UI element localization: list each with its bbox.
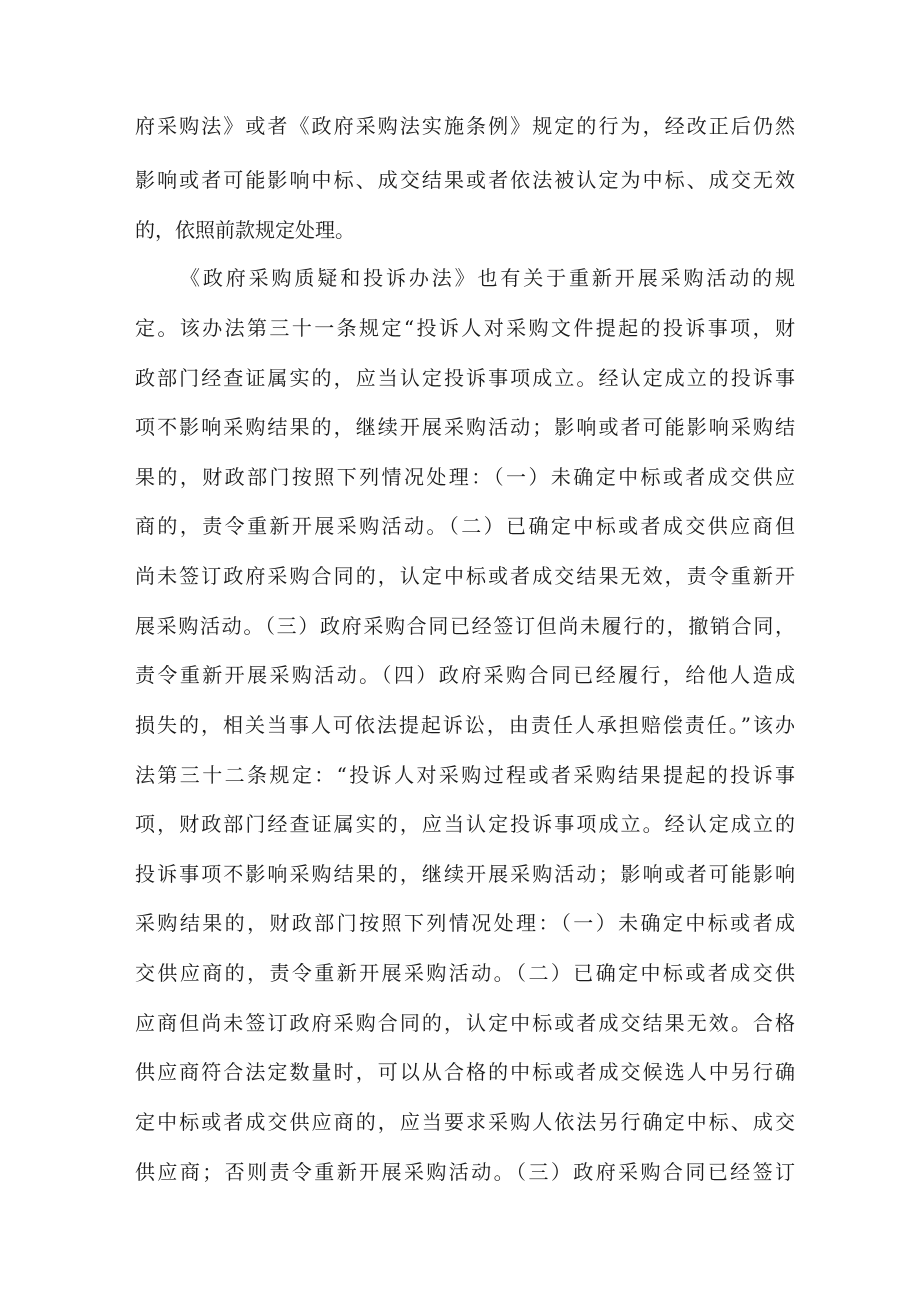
paragraph-2-line-7: 尚未签订政府采购合同的，认定中标或者成交结果无效，责令重新开 <box>135 564 795 588</box>
paragraph-2-line-5: 果的，财政部门按照下列情况处理：（一）未确定中标或者成交供应 <box>135 465 795 489</box>
paragraph-2-line-19: 供应商；否则责令重新开展采购活动。（三）政府采购合同已经签订 <box>135 1160 795 1184</box>
paragraph-2-line-16: 应商但尚未签订政府采购合同的，认定中标或者成交结果无效。合格 <box>135 1011 795 1035</box>
paragraph-2-line-3: 政部门经查证属实的，应当认定投诉事项成立。经认定成立的投诉事 <box>135 366 795 390</box>
paragraph-2-line-14: 采购结果的，财政部门按照下列情况处理：（一）未确定中标或者成 <box>135 911 795 935</box>
paragraph-2-line-15: 交供应商的，责令重新开展采购活动。（二）已确定中标或者成交供 <box>135 961 795 985</box>
paragraph-2-line-4: 项不影响采购结果的，继续开展采购活动；影响或者可能影响采购结 <box>135 415 795 439</box>
paragraph-2-line-18: 定中标或者成交供应商的，应当要求采购人依法另行确定中标、成交 <box>135 1110 795 1134</box>
paragraph-2-line-2: 定。该办法第三十一条规定“投诉人对采购文件提起的投诉事项，财 <box>135 316 795 340</box>
paragraph-2-line-17: 供应商符合法定数量时，可以从合格的中标或者成交候选人中另行确 <box>135 1060 795 1084</box>
paragraph-2-line-13: 投诉事项不影响采购结果的，继续开展采购活动；影响或者可能影响 <box>135 862 795 886</box>
paragraph-2-line-9: 责令重新开展采购活动。（四）政府采购合同已经履行，给他人造成 <box>135 663 795 687</box>
paragraph-2-line-6: 商的，责令重新开展采购活动。（二）已确定中标或者成交供应商但 <box>135 514 795 538</box>
paragraph-2-line-11: 法第三十二条规定：“投诉人对采购过程或者采购结果提起的投诉事 <box>135 763 795 787</box>
paragraph-2-line-12: 项，财政部门经查证属实的，应当认定投诉事项成立。经认定成立的 <box>135 812 795 836</box>
paragraph-2-line-8: 展采购活动。（三）政府采购合同已经签订但尚未履行的，撤销合同， <box>135 614 795 638</box>
paragraph-1-line-1: 府采购法》或者《政府采购法实施条例》规定的行为，经改正后仍然 <box>135 114 795 138</box>
paragraph-1-line-2: 影响或者可能影响中标、成交结果或者依法被认定为中标、成交无效 <box>135 168 795 192</box>
paragraph-1-line-3: 的，依照前款规定处理。 <box>135 218 355 242</box>
paragraph-2-line-10: 损失的，相关当事人可依法提起诉讼，由责任人承担赔偿责任。”该办 <box>135 713 795 737</box>
paragraph-2-line-1: 《政府采购质疑和投诉办法》也有关于重新开展采购活动的规 <box>180 266 795 290</box>
